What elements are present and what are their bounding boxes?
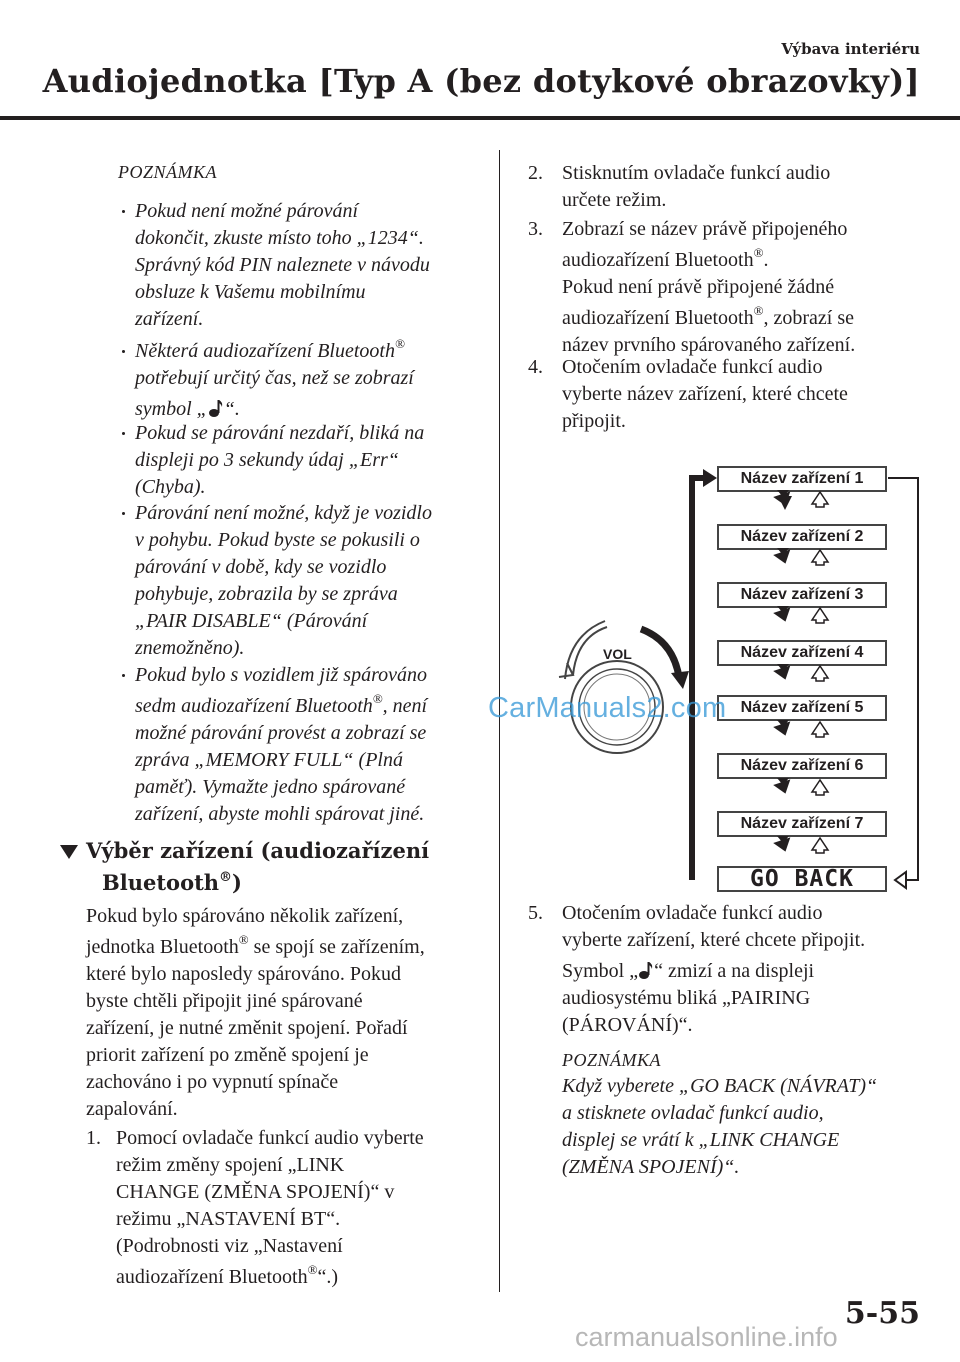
step-3-number: 3.	[528, 218, 543, 240]
note-heading: POZNÁMKA	[118, 162, 218, 182]
arrow-down-up-icon	[773, 606, 828, 624]
go-back-box: GO BACK	[717, 866, 887, 892]
step-3-text: Zobrazí se název právě připojeného audiozařízení Bluetooth®. Pokud není právě připojené žádné audiozařízení Bluetooth®, zobrazí se název prvního spárovaného zařízení.	[562, 218, 856, 356]
vol-label: VOL	[603, 646, 632, 662]
note-bullet-4: Párování není možné, když je vozidlo v pohybu. Pokud byste se pokusili o párování v době, kdy se vozidlo pohybuje, zobrazila by se zpráva „PAIR DISABLE“ (Párování znemožněno).	[135, 500, 432, 662]
note-2-text: Když vyberete „GO BACK (NÁVRAT)“ a stisknete ovladač funkcí audio, displej se vrátí k „LINK CHANGE (ZMĚNA SPOJENÍ)“.	[562, 1075, 878, 1178]
intro-paragraph: Pokud bylo spárováno několik zařízení, jednotka Bluetooth® se spojí se zařízením, které bylo naposledy spárováno. Pokud byste chtěli připojit jiné spárované zařízení, je nutné změnit spojení. Pořadí priorit zařízení po změně spojení je zachováno i po vypnutí spínače zapalování.	[86, 905, 425, 1120]
subheading: Výběr zařízení (audiozařízení Bluetooth®)	[86, 838, 430, 895]
note-bullet-2: Některá audiozařízení Bluetooth® potřebují určitý čas, než se zobrazí symbol „ “.	[135, 338, 414, 423]
step-2-number: 2.	[528, 162, 543, 184]
step-5-number: 5.	[528, 902, 543, 924]
note-bullet-3: Pokud se párování nezdaří, bliká na displeji po 3 sekundy údaj „Err“ (Chyba).	[135, 420, 424, 501]
note-heading-2: POZNÁMKA	[562, 1050, 662, 1070]
arrow-down-up-icon	[773, 778, 828, 796]
vol-knob-icon	[545, 615, 695, 765]
device-name-box-6: Název zařízení 6	[717, 753, 887, 779]
watermark-logo: CarManuals2.com	[488, 692, 727, 724]
header-rule	[0, 116, 960, 120]
note-bullet-1: Pokud není možné párování dokončit, zkuste místo toho „1234“. Správný kód PIN naleznete v návodu obsluze k Vašemu mobilnímu zařízení.	[135, 198, 430, 333]
device-name-box-7: Název zařízení 7	[717, 811, 887, 837]
chapter-title: Audiojednotka [Typ A (bez dotykové obrazovky)]	[42, 62, 920, 100]
device-name-box-2: Název zařízení 2	[717, 524, 887, 550]
device-name-box-5: Název zařízení 5	[717, 695, 887, 721]
step-1-number: 1.	[86, 1127, 101, 1149]
step-2-text: Stisknutím ovladače funkcí audio určete režim.	[562, 162, 831, 211]
device-name-box-4: Název zařízení 4	[717, 640, 887, 666]
device-name-box-3: Název zařízení 3	[717, 582, 887, 608]
step-1-text: Pomocí ovladače funkcí audio vyberte režim změny spojení „LINK CHANGE (ZMĚNA SPOJENÍ)“ v režimu „NASTAVENÍ BT“. (Podrobnosti viz „Nastavení audiozařízení Bluetooth®“.)	[116, 1127, 424, 1288]
arrow-down-up-icon	[773, 548, 828, 566]
section-label: Výbava interiéru	[781, 40, 920, 58]
step-4-text: Otočením ovladače funkcí audio vyberte název zařízení, které chcete připojit.	[562, 356, 848, 432]
arrow-column	[770, 490, 840, 870]
footer-watermark: carmanualsonline.info	[575, 1322, 838, 1352]
arrow-down-up-icon	[773, 490, 828, 508]
step-5-text: Otočením ovladače funkcí audio vyberte zařízení, které chcete připojit. Symbol „ “ zmizí a na displeji audiosystému bliká „PAIRING (PÁROVÁNÍ)“.	[562, 902, 866, 1036]
note-bullet-5: Pokud bylo s vozidlem již spárováno sedm audiozařízení Bluetooth®, není možné párování provést a zobrazí se zpráva „MEMORY FULL“ (Plná paměť). Vymažte jedno spárované zařízení, abyste mohli spárovat jiné.	[135, 662, 427, 828]
page-number: 5-55	[844, 1296, 920, 1331]
music-note-icon	[638, 960, 654, 980]
step-4-number: 4.	[528, 356, 543, 378]
arrow-down-up-icon	[773, 720, 828, 738]
music-note-icon	[208, 398, 224, 418]
section-triangle-icon	[60, 845, 78, 859]
arrow-down-up-icon	[773, 664, 828, 682]
arrow-down-up-icon	[773, 836, 828, 854]
device-name-box-1: Název zařízení 1	[717, 466, 887, 492]
